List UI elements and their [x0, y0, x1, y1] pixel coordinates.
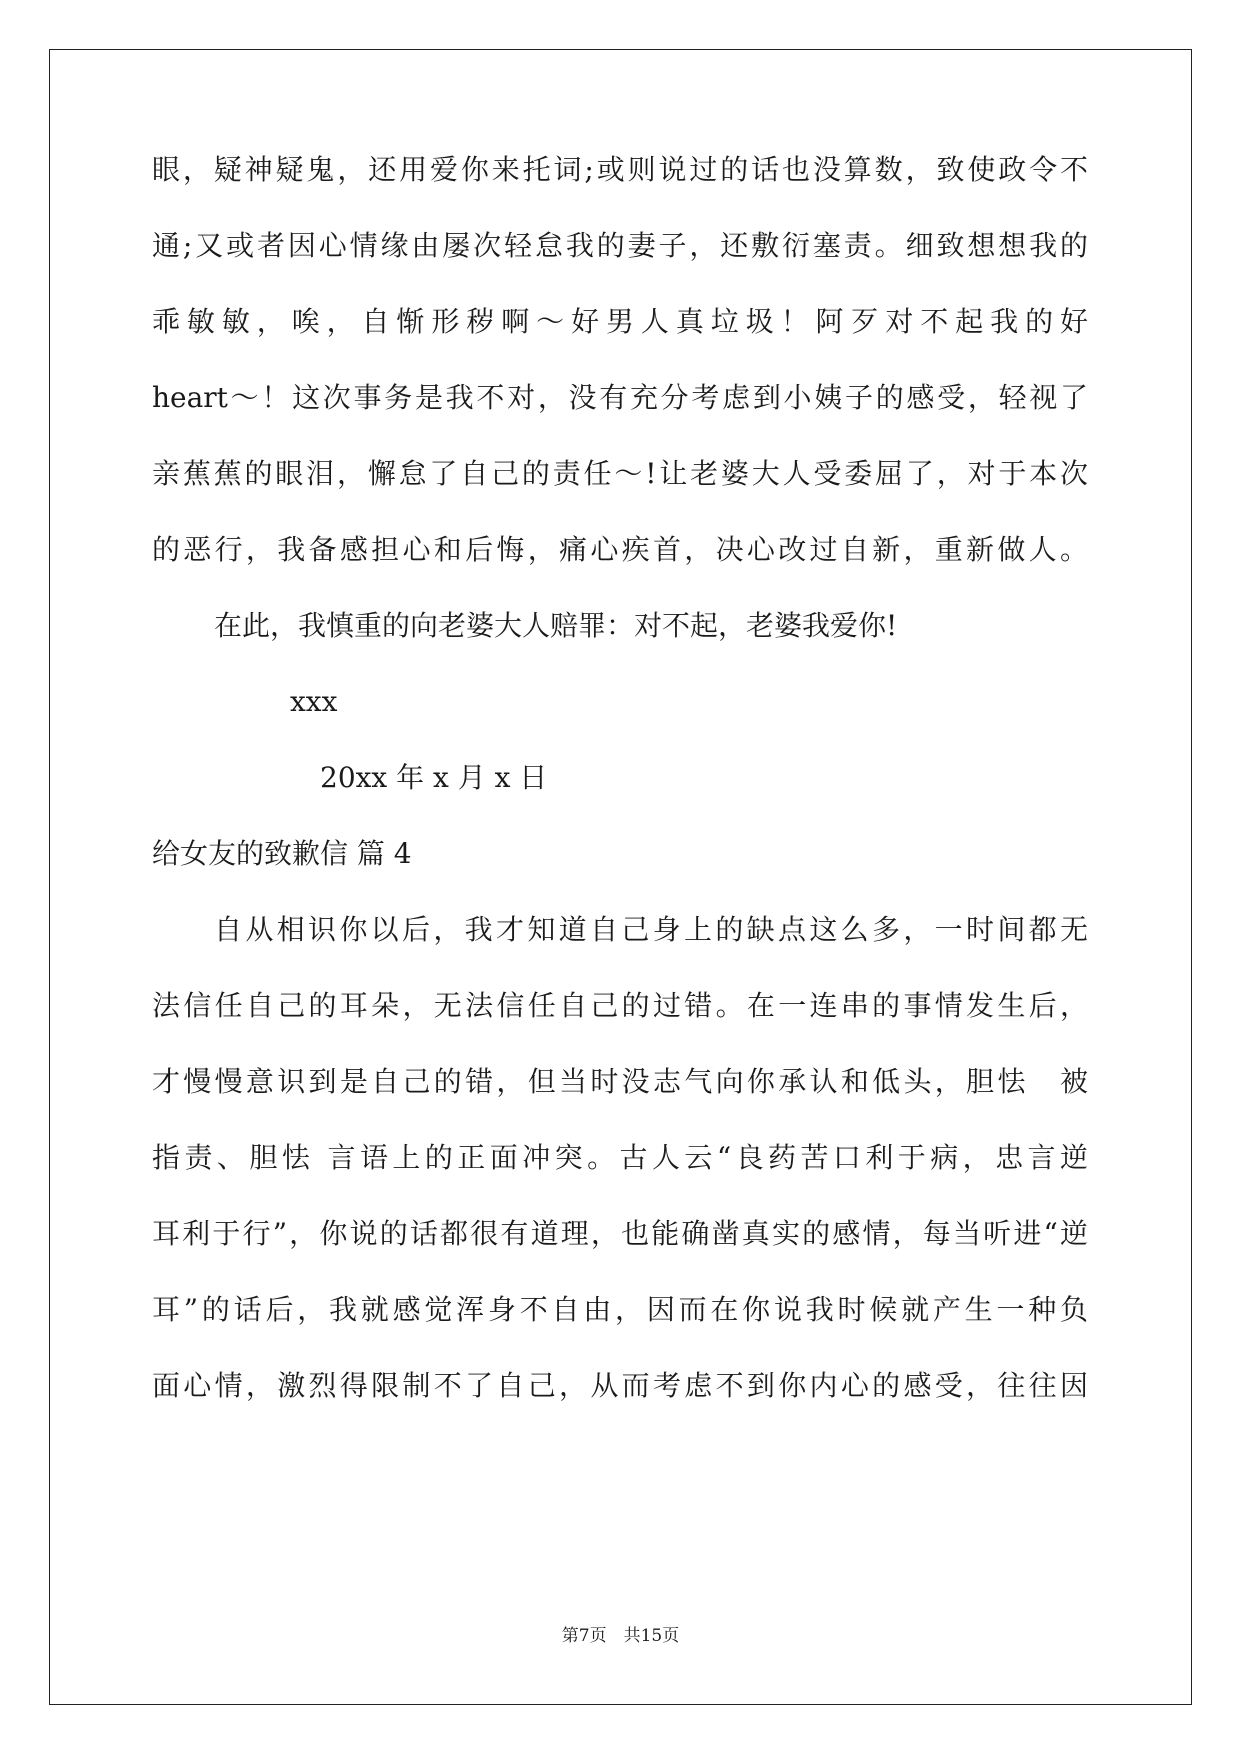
body-line-3: 乖敏敏，唉，自惭形秽啊～好男人真垃圾！阿歹对不起我的好	[152, 305, 1088, 338]
body-line-7: 自从相识你以后，我才知道自己身上的缺点这么多，一时间都无	[214, 913, 1088, 946]
apology-sentence: 在此，我慎重的向老婆大人赔罪：对不起，老婆我爱你!	[214, 609, 898, 642]
page-number: 第7页 共15页	[561, 1626, 680, 1646]
body-line-11: 耳利于行”，你说的话都很有道理，也能确凿真实的感情，每当听进“逆	[152, 1217, 1088, 1250]
signature-name: xxx	[290, 685, 338, 718]
body-line-1: 眼，疑神疑鬼，还用爱你来托词;或则说过的话也没算数，致使政令不	[152, 153, 1088, 186]
signature-date: 20xx 年 x 月 x 日	[320, 761, 548, 794]
body-line-8: 法信任自己的耳朵，无法信任自己的过错。在一连串的事情发生后，	[152, 989, 1088, 1022]
body-line-4: heart～！这次事务是我不对，没有充分考虑到小姨子的感受，轻视了	[152, 381, 1088, 414]
section-heading: 给女友的致歉信 篇 4	[152, 837, 412, 870]
body-line-2: 通;又或者因心情缘由屡次轻怠我的妻子，还敷衍塞责。细致想想我的	[152, 229, 1088, 262]
body-line-12: 耳”的话后，我就感觉浑身不自由，因而在你说我时候就产生一种负	[152, 1293, 1088, 1326]
page-border	[49, 49, 1192, 1705]
body-line-13: 面心情，激烈得限制不了自己，从而考虑不到你内心的感受，往往因	[152, 1369, 1088, 1402]
page-footer	[0, 1624, 1241, 1648]
body-line-5: 亲蕉蕉的眼泪，懈怠了自己的责任～!让老婆大人受委屈了，对于本次	[152, 457, 1088, 490]
body-line-6: 的恶行，我备感担心和后悔，痛心疾首，决心改过自新，重新做人。	[152, 533, 1088, 566]
body-line-10: 指责、胆怯 言语上的正面冲突。古人云“良药苦口利于病，忠言逆	[152, 1141, 1088, 1174]
body-line-9: 才慢慢意识到是自己的错，但当时没志气向你承认和低头，胆怯 被	[152, 1065, 1088, 1098]
